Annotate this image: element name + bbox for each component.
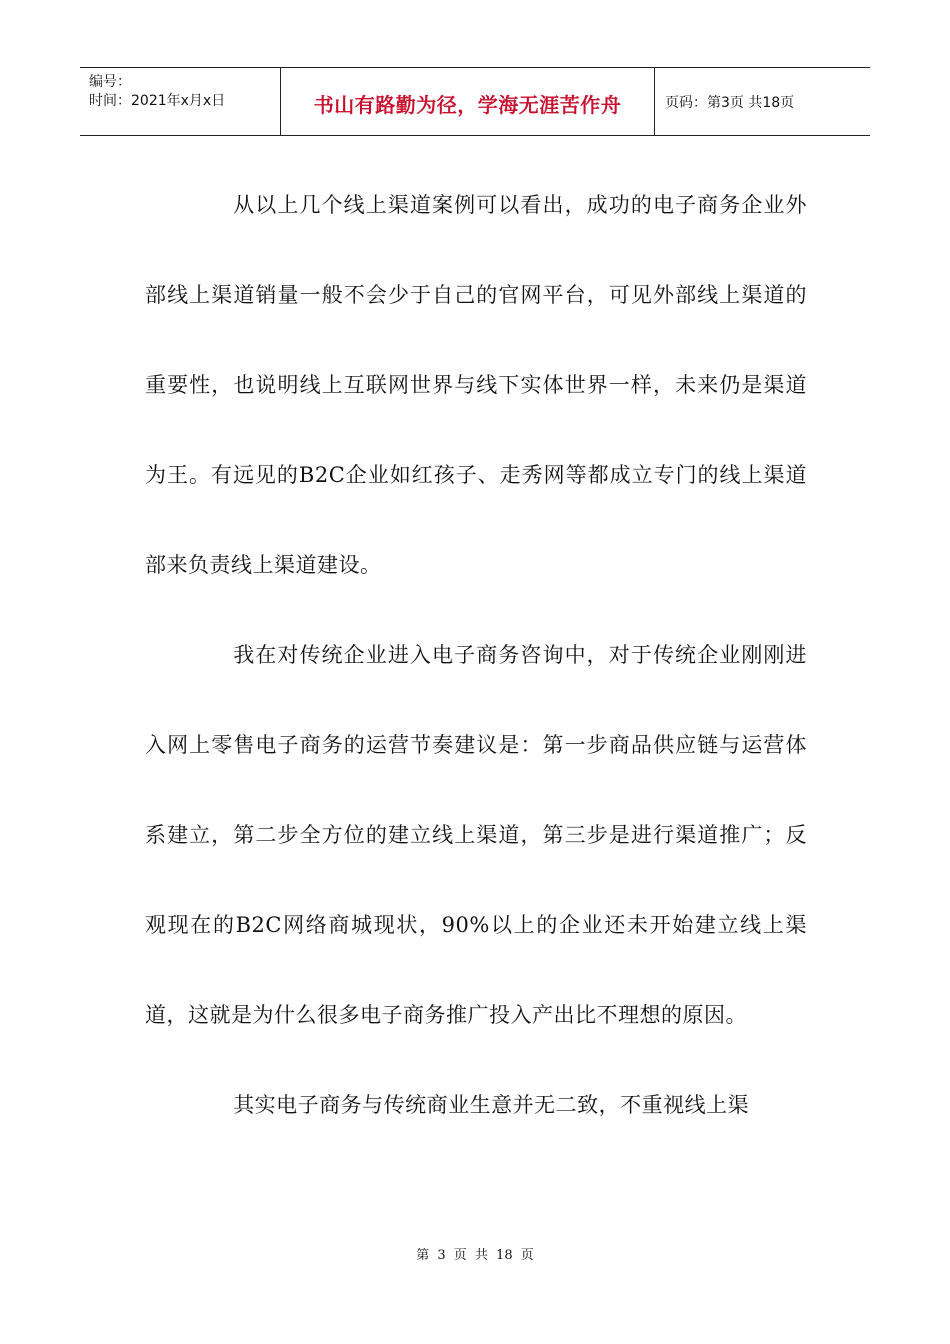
- page-header: [80, 67, 870, 136]
- document-number-label: 编号：: [89, 74, 131, 90]
- paragraph: 从以上几个线上渠道案例可以看出，成功的电子商务企业外部线上渠道销量一般不会少于自己的官网平台，可见外部线上渠道的重要性，也说明线上互联网世界与线下实体世界一样，未来仍是渠道为王。有远见的B2C企业如红孩子、走秀网等都成立专门的线上渠道部来负责线上渠道建设。: [145, 193, 807, 577]
- paragraph: 我在对传统企业进入电子商务咨询中，对于传统企业刚刚进入网上零售电子商务的运营节奏建议是：第一步商品供应链与运营体系建立，第二步全方位的建立线上渠道，第三步是进行渠道推广；反观现在的B2C网络商城现状，90%以上的企业还未开始建立线上渠道，这就是为什么很多电子商务推广投入产出比不理想的原因。: [145, 643, 807, 1027]
- header-page-info: 页码：第3页 共18页: [665, 94, 795, 111]
- document-date-label: 时间：2021年x月x日: [89, 93, 226, 109]
- header-motto: 书山有路勤为径，学海无涯苦作舟: [281, 68, 655, 135]
- paragraph: 其实电子商务与传统商业生意并无二致，不重视线上渠: [233, 1093, 750, 1117]
- page-footer: 第 3 页 共 18 页: [416, 1248, 534, 1263]
- document-body: [145, 160, 807, 1150]
- header-meta: [80, 68, 281, 135]
